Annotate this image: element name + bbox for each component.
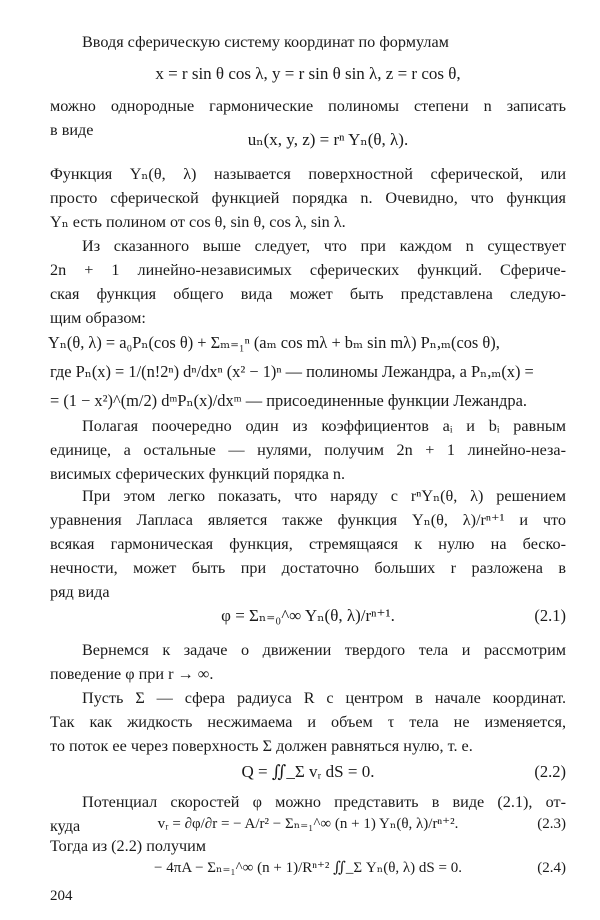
text-line: уравнения Лапласа является также функция Yₙ(θ, λ)/rⁿ⁺¹ и что <box>50 511 566 529</box>
text-line: висимых сферических функций порядка n. <box>50 465 346 483</box>
text-line: При этом легко показать, что наряду с rⁿYₙ(θ, λ) решением <box>82 487 566 505</box>
text-line: всякая гармоническая функция, стремящаяся к нулю на беско- <box>50 535 566 553</box>
text-line: Вводя сферическую систему координат по формулам <box>82 33 449 51</box>
paragraph-4 <box>50 234 566 330</box>
text-line: Функция Yₙ(θ, λ) называется поверхностной сферической, или <box>50 165 566 183</box>
text-line: Пусть Σ — сфера радиуса R с центром в начале координат. <box>82 689 566 707</box>
text-line: Yₙ есть полином от cos θ, sin θ, cos λ, sin λ. <box>50 213 346 231</box>
equation-2-1: φ = Σₙ₌₀^∞ Yₙ(θ, λ)/rⁿ⁺¹. <box>221 606 395 625</box>
text-line: Тогда из (2.2) получим <box>50 837 206 855</box>
page-number: 204 <box>50 888 73 904</box>
equation-2-3: vᵣ = ∂φ/∂r = − A/r² − Σₙ₌₁^∞ (n + 1) Yₙ(θ, λ)/rⁿ⁺². <box>157 816 459 832</box>
text-line: Вернемся к задаче о движении твердого тела и рассмотрим <box>82 641 566 659</box>
text-line: Из сказанного выше следует, что при каждом n существует <box>82 237 566 255</box>
equation-associated-legendre: = (1 − x²)^(m/2) dᵐPₙ(x)/dxᵐ — присоединенные функции Лежандра. <box>50 391 527 410</box>
text-line: единице, а остальные — нулями, получим 2n + 1 линейно-неза- <box>50 441 566 459</box>
paragraph-10 <box>50 834 566 858</box>
text-line: Полагая поочередно один из коэффициентов aᵢ и bᵢ равным <box>82 417 566 435</box>
text-line: Так как жидкость несжимаема и объем τ тела не изменяется, <box>50 713 566 731</box>
text-line: в виде <box>50 121 94 139</box>
text-line: нечности, может быть при достаточно больших r разложена в <box>50 559 566 577</box>
text-line: то поток ее через поверхность Σ должен равняться нулю, т. е. <box>50 737 473 755</box>
equation-number-2-4: (2.4) <box>537 860 566 876</box>
paragraph-1 <box>50 30 566 54</box>
text-line: просто сферической функцией порядка n. Очевидно, что функция <box>50 189 566 207</box>
text-line: можно однородные гармонические полиномы степени n записать <box>50 97 566 115</box>
paragraph-5 <box>50 414 566 486</box>
paragraph-8 <box>50 686 566 758</box>
text-line: 2n + 1 линейно-независимых сферических функций. Сфериче- <box>50 261 566 279</box>
paragraph-6 <box>50 484 566 604</box>
equation-spherical-coordinates: x = r sin θ cos λ, y = r sin θ sin λ, z = r cos θ, <box>155 64 461 83</box>
text-line: щим образом: <box>50 309 146 327</box>
paragraph-3 <box>50 162 566 234</box>
equation-number-2-3: (2.3) <box>537 816 566 832</box>
text-line: поведение φ при r → ∞. <box>50 665 214 683</box>
text-line: Потенциал скоростей φ можно представить в виде (2.1), от- <box>82 793 566 811</box>
text-line: ская функция общего вида может быть представлена следую- <box>50 285 566 303</box>
equation-legendre-polynomials: где Pₙ(x) = 1/(n!2ⁿ) dⁿ/dxⁿ (x² − 1)ⁿ — полиномы Лежандра, а Pₙ,ₘ(x) = <box>50 362 534 381</box>
equation-number-2-2: (2.2) <box>534 762 566 781</box>
text-line: куда <box>50 817 81 835</box>
equation-number-2-1: (2.1) <box>534 606 566 625</box>
text-line: ряд вида <box>50 583 110 601</box>
equation-2-4: − 4πA − Σₙ₌₁^∞ (n + 1)/Rⁿ⁺² ∬_Σ Yₙ(θ, λ) dS = 0. <box>154 860 462 876</box>
equation-general-spherical-function: Yₙ(θ, λ) = a₀Pₙ(cos θ) + Σₘ₌₁ⁿ (aₘ cos mλ + bₘ sin mλ) Pₙ,ₘ(cos θ), <box>48 333 500 352</box>
equation-2-2: Q = ∬_Σ vᵣ dS = 0. <box>241 762 375 781</box>
equation-un: uₙ(x, y, z) = rⁿ Yₙ(θ, λ). <box>247 130 409 149</box>
paragraph-7 <box>50 638 566 686</box>
